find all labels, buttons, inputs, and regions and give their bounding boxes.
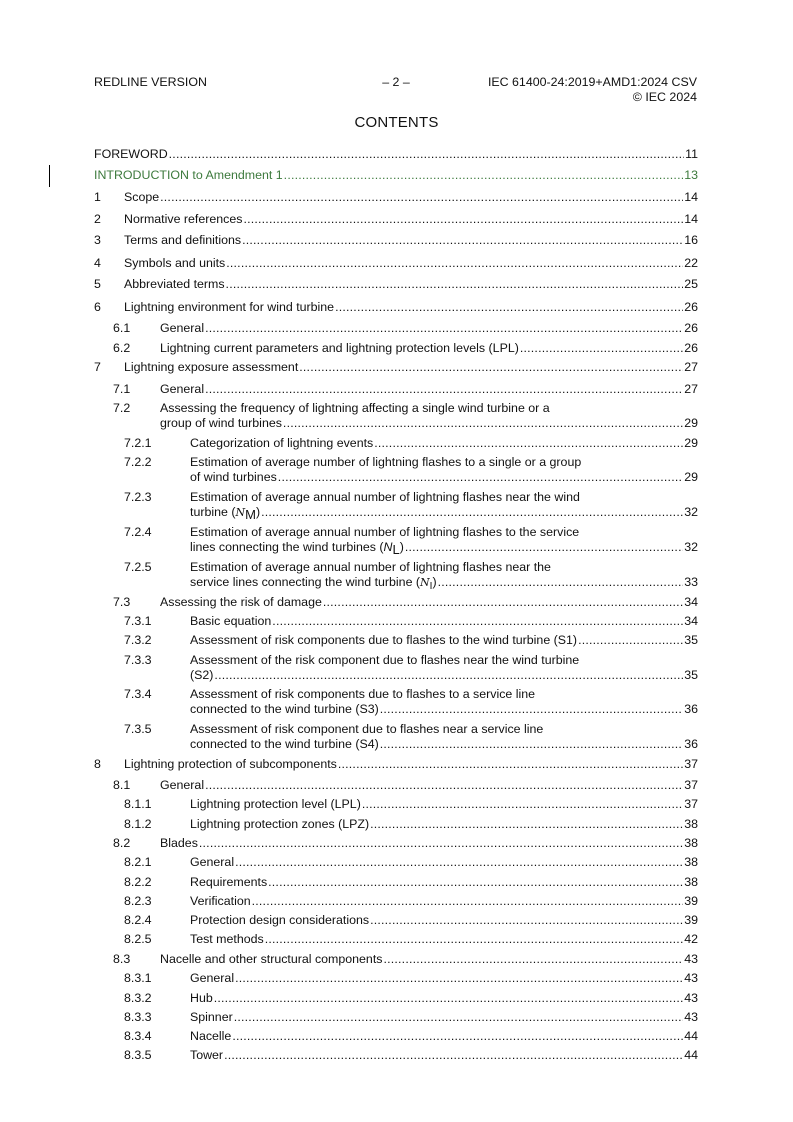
toc-entry-title-cont: (S2): [190, 668, 214, 682]
toc-entry-number: 8.1.2: [124, 817, 152, 831]
toc-entry-title: Requirements: [190, 875, 268, 889]
toc-entry-page: 38: [684, 875, 698, 889]
toc-entry-number: 5: [94, 277, 101, 291]
toc-entry-title: Blades: [160, 836, 198, 850]
toc-entry-number: 8.2.3: [124, 894, 152, 908]
copyright: © IEC 2024: [632, 90, 697, 104]
toc-entry-number: 3: [94, 233, 101, 247]
toc-entry-page: 39: [684, 894, 698, 908]
toc-entry-page: 39: [684, 913, 698, 927]
toc-entry-title: Lightning protection zones (LPZ): [190, 817, 370, 831]
toc-entry-page: 37: [684, 757, 698, 771]
toc-entry-page: 43: [684, 971, 698, 985]
toc-entry-page: 36: [684, 702, 698, 716]
toc-entry-number: 8.3: [113, 952, 131, 966]
toc-entry-title: Assessing the risk of damage: [160, 595, 322, 609]
toc-entry-page: 34: [684, 614, 698, 628]
toc-entry-page: 38: [684, 817, 698, 831]
toc-entry-page: 38: [684, 836, 698, 850]
toc-entry-title: Lightning protection of subcomponents: [124, 757, 337, 771]
toc-entry-number: 2: [94, 212, 101, 226]
toc-entry-title-cont: group of wind turbines: [160, 416, 282, 430]
toc-entry-title: Test methods: [190, 932, 264, 946]
toc-entry-page: 27: [684, 382, 698, 396]
toc-entry-page: 33: [684, 575, 698, 589]
toc-entry-page: 34: [684, 595, 698, 609]
toc-entry-page: 13: [684, 168, 698, 182]
toc-entry-title-cont: lines connecting the wind turbines $(N_L)$: [190, 540, 404, 557]
toc-entry-title: Nacelle: [190, 1029, 232, 1043]
toc-entry-number: 6.2: [113, 341, 131, 355]
toc-entry-title: Assessment of risk components due to flashes to the wind turbine (S1): [190, 633, 578, 647]
toc-entry-number: 7.2.2: [124, 455, 152, 469]
toc-entry-title: Lightning current parameters and lightning protection levels (LPL): [160, 341, 519, 355]
toc-entry-title: Assessment of the risk component due to flashes near the wind turbine: [190, 653, 580, 667]
toc-entry-page: 29: [684, 470, 698, 484]
toc-entry-page: 11: [685, 147, 698, 161]
toc-entry-title: Lightning exposure assessment: [124, 360, 299, 374]
toc-entry-title-cont: of wind turbines: [190, 470, 277, 484]
toc-entry-title: General: [190, 855, 235, 869]
toc-entry-title: Estimation of average annual number of lightning flashes to the service: [190, 525, 580, 539]
toc-entry-page: 29: [684, 436, 698, 450]
toc-entry-page: 38: [684, 855, 698, 869]
toc-entry-page: 44: [684, 1048, 698, 1062]
toc-entry-title: FOREWORD: [94, 147, 168, 161]
toc-entry-title: Scope: [124, 190, 160, 204]
toc-entry-title: Estimation of average number of lightning flashes to a single or a group: [190, 455, 582, 469]
toc-entry-page: 32: [684, 505, 698, 519]
toc-entry-title: Estimation of average annual number of lightning flashes near the: [190, 560, 551, 574]
toc-entry-title: Normative references: [124, 212, 243, 226]
toc-entry-number: 6: [94, 300, 101, 314]
toc-entry-page: 42: [684, 932, 698, 946]
toc-entry-number: 8.3.1: [124, 971, 152, 985]
header-left: REDLINE VERSION: [94, 75, 207, 89]
symbol: N: [235, 506, 246, 519]
toc-entry-title: INTRODUCTION to Amendment 1: [94, 168, 283, 182]
toc-entry-number: 8.2.2: [124, 875, 152, 889]
toc-entry-number: 8: [94, 757, 101, 771]
toc-entry-number: 8.3.2: [124, 991, 152, 1005]
toc-entry-page: 35: [684, 633, 698, 647]
toc-entry-number: 1: [94, 190, 101, 204]
toc-entry-number: 7.3.1: [124, 614, 152, 628]
toc-entry-number: 4: [94, 256, 101, 270]
toc-entry-title: Hub: [190, 991, 213, 1005]
toc-entry-number: 8.2.1: [124, 855, 152, 869]
toc-entry-title: Tower: [190, 1048, 224, 1062]
toc-entry-page: 16: [684, 233, 698, 247]
toc-entry-title-cont: turbine $(N_M)$: [190, 505, 261, 522]
toc-entry-number: 7.1: [113, 382, 131, 396]
toc-entry-number: 7.3.2: [124, 633, 152, 647]
toc-entry-number: 8.2.4: [124, 913, 152, 927]
page-number: – 2 –: [382, 75, 410, 89]
toc-entry-page: 37: [684, 797, 698, 811]
symbol: N: [383, 540, 393, 554]
toc-entry-title: Assessment of risk components due to flashes to a service line: [190, 687, 536, 701]
toc-entry-number: 7.2.5: [124, 560, 152, 574]
toc-entry-number: 8.3.5: [124, 1048, 152, 1062]
toc-entry-title: Spinner: [190, 1010, 233, 1024]
toc-entry-title: Nacelle and other structural components: [160, 952, 383, 966]
toc-entry-title: Symbols and units: [124, 256, 226, 270]
toc-entry-number: 6.1: [113, 321, 131, 335]
toc-entry-title: Terms and definitions: [124, 233, 242, 247]
toc-entry-page: 26: [684, 321, 698, 335]
toc-entry-number: 8.2: [113, 836, 131, 850]
toc-entry-page: 32: [684, 540, 698, 554]
symbol-subscript: M: [245, 507, 256, 522]
toc-entry-page: 35: [684, 668, 698, 682]
toc-entry-title: Verification: [190, 894, 251, 908]
toc-entry-title-cont: connected to the wind turbine (S3): [190, 702, 379, 716]
toc-entry-page: 25: [684, 277, 698, 291]
symbol: N: [420, 576, 430, 589]
document-id: IEC 61400-24:2019+AMD1:2024 CSV: [487, 75, 697, 89]
toc-entry-title: Protection design considerations: [190, 913, 370, 927]
toc-entry-title-cont: service lines connecting the wind turbine $(N_I)$: [190, 575, 437, 592]
toc-entry-title: Estimation of average annual number of lightning flashes near the wind: [190, 490, 580, 504]
toc-entry-number: 7.3.4: [124, 687, 152, 701]
toc-entry-title: Categorization of lightning events: [190, 436, 374, 450]
toc-entry-title: Abbreviated terms: [124, 277, 225, 291]
toc-entry-page: 26: [684, 300, 698, 314]
toc-entry-number: 8.2.5: [124, 932, 152, 946]
toc-entry-number: 8.1.1: [124, 797, 152, 811]
page-title: CONTENTS: [354, 114, 439, 131]
toc-entry-page: 44: [684, 1029, 698, 1043]
toc-entry-number: 7.2: [113, 401, 131, 415]
toc-entry-title: General: [160, 321, 205, 335]
toc-entry-page: 27: [684, 360, 698, 374]
toc-entry-title: General: [190, 971, 235, 985]
toc-entry-title: Assessment of risk component due to flashes near a service line: [190, 722, 544, 736]
toc-entry-title: Assessing the frequency of lightning affecting a single wind turbine or a: [160, 401, 550, 415]
toc-entry-number: 7.3.3: [124, 653, 152, 667]
header-right: [488, 75, 697, 105]
toc-entry-number: 7.3.5: [124, 722, 152, 736]
symbol-subscript: L: [392, 542, 400, 557]
toc-entry-number: 8.3.3: [124, 1010, 152, 1024]
toc-entry-page: 29: [684, 416, 698, 430]
toc-entry-page: 43: [684, 1010, 698, 1024]
toc-entry-title: General: [160, 778, 205, 792]
toc-entry-title: Basic equation: [190, 614, 272, 628]
toc-entry-title-cont: connected to the wind turbine (S4): [190, 737, 379, 751]
toc-entry-page: 14: [684, 212, 698, 226]
toc-entry-page: 36: [684, 737, 698, 751]
toc-entry-page: 43: [684, 991, 698, 1005]
symbol-subscript: I: [429, 581, 433, 592]
toc-entry-title: General: [160, 382, 205, 396]
toc-entry-number: 7: [94, 360, 101, 374]
toc-entry-number: 7.3: [113, 595, 131, 609]
toc-entry-number: 7.2.4: [124, 525, 152, 539]
toc-entry-number: 7.2.1: [124, 436, 152, 450]
toc-entry-number: 7.2.3: [124, 490, 152, 504]
toc-entry-number: 8.1: [113, 778, 131, 792]
toc-entry-page: 22: [684, 256, 698, 270]
toc-entry-title: Lightning environment for wind turbine: [124, 300, 335, 314]
toc-entry-page: 37: [684, 778, 698, 792]
toc-entry-page: 26: [684, 341, 698, 355]
toc-entry-title: Lightning protection level (LPL): [190, 797, 361, 811]
change-bar: [49, 165, 50, 187]
toc-entry-page: 43: [684, 952, 698, 966]
toc-entry-number: 8.3.4: [124, 1029, 152, 1043]
toc-entry-page: 14: [684, 190, 698, 204]
